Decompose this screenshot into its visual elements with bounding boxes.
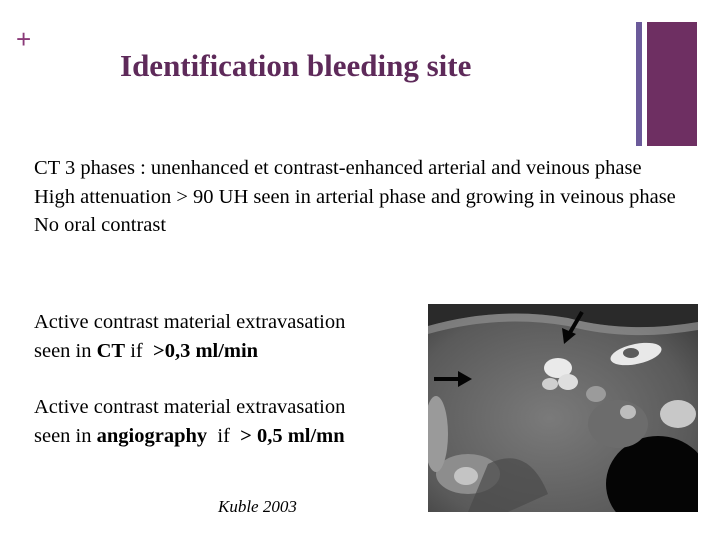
angio-prefix: seen in xyxy=(34,424,97,447)
body-line-attenuation: High attenuation > 90 UH seen in arterial phase and growing in veinous phase xyxy=(34,185,676,208)
ct-extravasation-line2 xyxy=(34,337,424,366)
plus-icon: + xyxy=(16,24,32,54)
body-line-oral-contrast: No oral contrast xyxy=(34,214,167,236)
accent-bar-thick xyxy=(647,22,697,146)
ct-modality: CT xyxy=(96,339,126,362)
ct-scan-image xyxy=(428,304,698,512)
angio-extravasation-line2 xyxy=(34,422,424,451)
slide-title: Identification bleeding site xyxy=(120,48,472,83)
citation: Kuble 2003 xyxy=(218,497,297,516)
ct-extravasation-line1: Active contrast material extravasation xyxy=(34,311,346,333)
body-text xyxy=(34,154,694,240)
accent-bar-thin xyxy=(636,22,642,146)
ct-threshold: >0,3 ml/min xyxy=(153,339,259,362)
ct-mid: if xyxy=(125,339,154,362)
angio-mid: if xyxy=(207,424,241,447)
extravasation-notes xyxy=(34,308,424,450)
angio-extravasation-line1: Active contrast material extravasation xyxy=(34,396,346,418)
ct-prefix: seen in xyxy=(34,339,97,362)
angio-threshold: > 0,5 ml/mn xyxy=(240,424,345,447)
body-line-phases: CT 3 phases : unenhanced et contrast-enhanced arterial and veinous phase xyxy=(34,157,642,179)
angio-modality: angiography xyxy=(96,424,208,447)
